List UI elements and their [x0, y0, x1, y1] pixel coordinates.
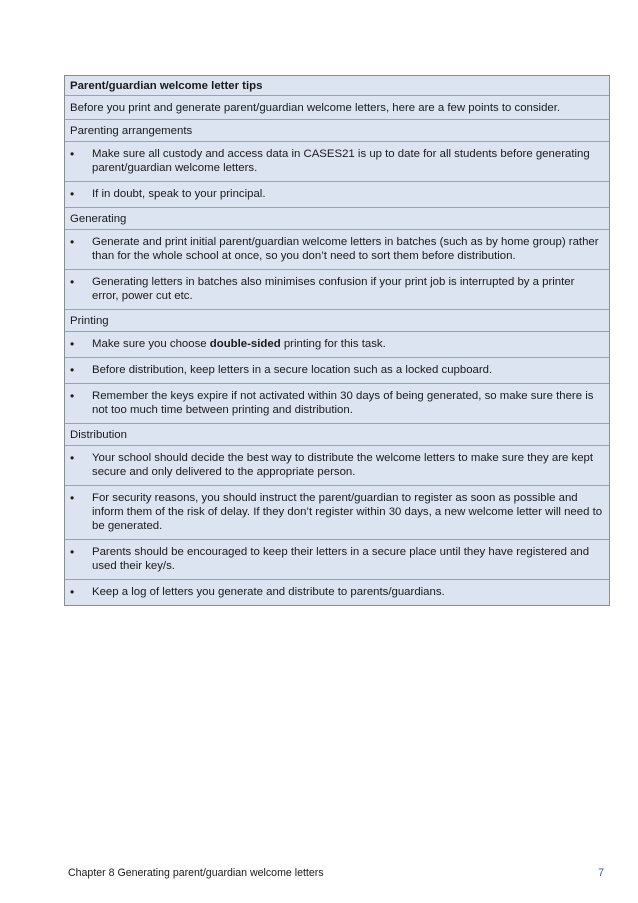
section-title-printing: Printing — [65, 310, 609, 332]
tips-table — [64, 75, 610, 606]
bullet-icon: • — [70, 337, 75, 351]
list-item — [65, 446, 609, 486]
page-footer — [68, 867, 604, 879]
list-item-text: If in doubt, speak to your principal. — [92, 188, 266, 200]
list-item-text: Remember the keys expire if not activated within 30 days of being generated, so make sure there is not too much time between printing and distribution. — [92, 390, 594, 416]
bold-text: double-sided — [209, 338, 281, 350]
bullet-icon: • — [70, 275, 75, 289]
tips-intro: Before you print and generate parent/guardian welcome letters, here are a few points to consider. — [65, 96, 609, 120]
text-before-bold: Make sure you choose — [92, 338, 210, 350]
bullet-icon: • — [70, 585, 75, 599]
list-item-text: Generating letters in batches also minimises confusion if your print job is interrupted by a printer error, power cut etc. — [92, 276, 575, 302]
page-number: 7 — [598, 867, 604, 879]
list-item — [65, 358, 609, 384]
section-title-generating: Generating — [65, 208, 609, 230]
list-item-text: Parents should be encouraged to keep their letters in a secure place until they have registered and used their key/s. — [92, 546, 590, 572]
footer-chapter-title: Chapter 8 Generating parent/guardian welcome letters — [68, 867, 324, 879]
bullet-icon: • — [70, 147, 75, 161]
bullet-icon: • — [70, 363, 75, 377]
list-item — [65, 332, 609, 358]
list-item-text — [92, 337, 604, 351]
list-item — [65, 486, 609, 540]
list-item-text: Make sure all custody and access data in CASES21 is up to date for all students before generating parent/guardian welcome letters. — [92, 148, 590, 174]
list-item-text: For security reasons, you should instruct the parent/guardian to register as soon as possible and inform them of the risk of delay. If they don’t register within 30 days, a new welcome letter will need to be generated. — [92, 492, 603, 532]
list-item-text: Generate and print initial parent/guardian welcome letters in batches (such as by home group) rather than for the whole school at once, so you don’t need to sort them before distribution. — [92, 236, 599, 262]
list-item — [65, 230, 609, 270]
section-title-distribution: Distribution — [65, 424, 609, 446]
list-item — [65, 142, 609, 182]
list-item — [65, 270, 609, 310]
list-item — [65, 580, 609, 605]
bullet-icon: • — [70, 491, 75, 505]
list-item-text: Before distribution, keep letters in a secure location such as a locked cupboard. — [92, 364, 493, 376]
list-item — [65, 182, 609, 208]
tips-heading: Parent/guardian welcome letter tips — [65, 76, 609, 96]
list-item-text: Your school should decide the best way to distribute the welcome letters to make sure they are kept secure and only delivered to the appropriate person. — [92, 452, 594, 478]
bullet-icon: • — [70, 389, 75, 403]
bullet-icon: • — [70, 451, 75, 465]
bullet-icon: • — [70, 235, 75, 249]
text-after-bold: printing for this task. — [280, 338, 386, 350]
list-item — [65, 540, 609, 580]
section-title-parenting: Parenting arrangements — [65, 120, 609, 142]
bullet-icon: • — [70, 187, 75, 201]
list-item — [65, 384, 609, 424]
bullet-icon: • — [70, 545, 75, 559]
list-item-text: Keep a log of letters you generate and distribute to parents/guardians. — [92, 586, 445, 598]
